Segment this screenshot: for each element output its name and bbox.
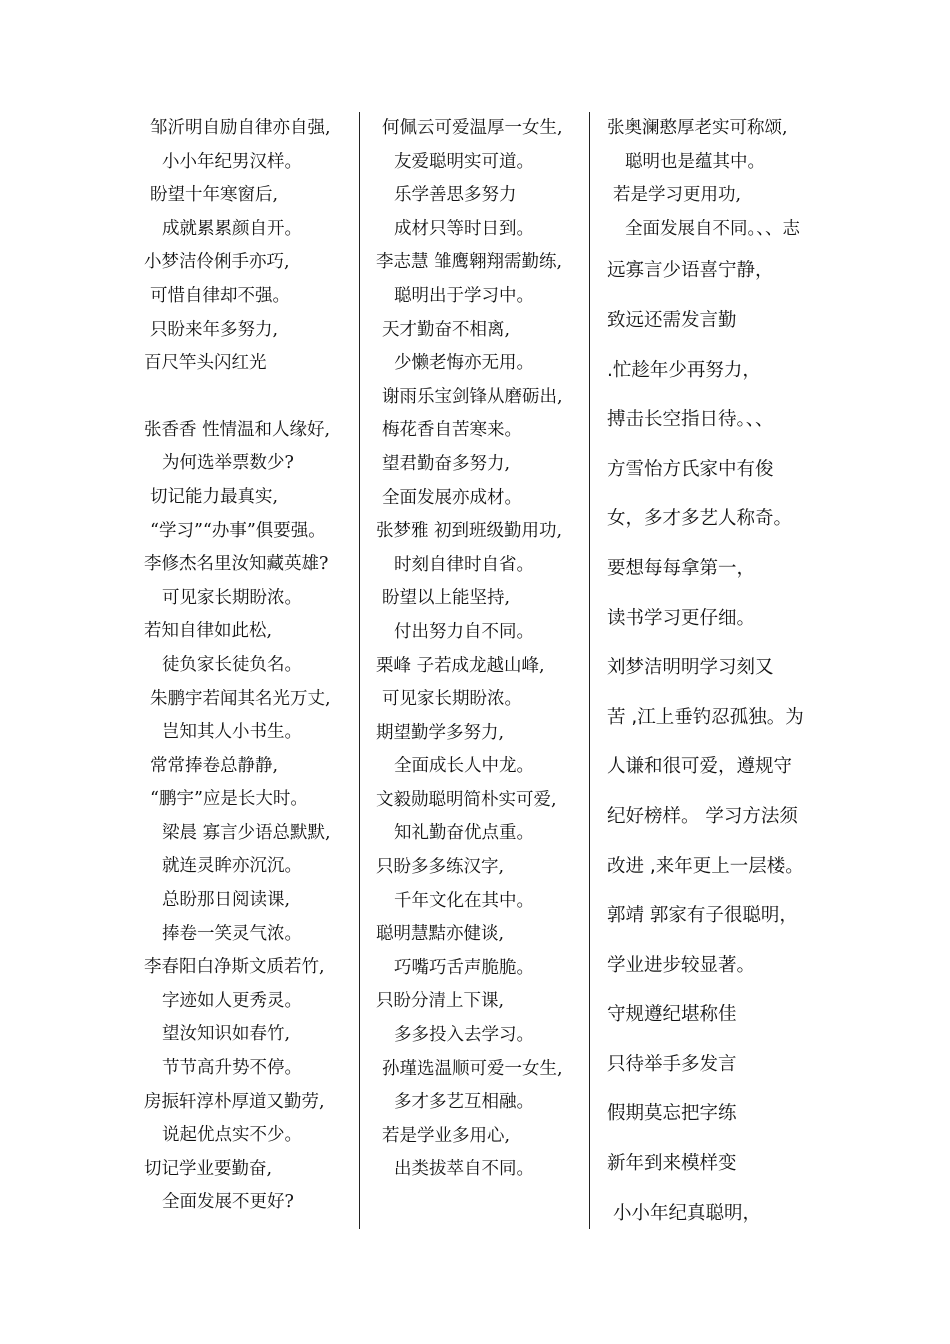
poem-line: 徒负家长徒负名。 [162, 654, 302, 675]
poem-line: 人谦和很可爱，遵规守 [607, 756, 793, 778]
poem-line: 捧卷一笑灵气浓。 [162, 923, 302, 944]
poem-line: “学习”“办事”俱要强。 [150, 520, 326, 541]
poem-line: 改进 ,来年更上一层楼。 [607, 855, 804, 877]
poem-line: 聪明也是蕴其中。 [625, 151, 765, 172]
poem-line: 全面成长人中龙。 [394, 756, 534, 777]
column-divider-right [589, 112, 590, 1229]
poem-column-1 [144, 112, 354, 1220]
poem-line: 望君勤奋多努力, [382, 453, 511, 474]
poem-line: 苦 ,江上垂钓忍孤独。为 [607, 706, 804, 728]
poem-line: 谢雨乐宝剑锋从磨砺出, [382, 386, 563, 407]
poem-line: 致远还需发言勤 [607, 309, 737, 331]
poem-line: 若是学习更用功, [613, 185, 742, 206]
poem-line: 盼望十年寒窗后, [150, 185, 279, 206]
poem-line: 出类拔萃自不同。 [394, 1159, 534, 1180]
poem-line: 全面发展自不同。、、志 [625, 218, 800, 239]
poem-line: 乐学善思多努力 [394, 185, 517, 206]
poem-line: 朱鹏宇若闻其名光万丈, [150, 688, 331, 709]
poem-line: 刘梦洁明明学习刻又 [607, 657, 774, 679]
poem-line: 字迹如人更秀灵。 [162, 990, 302, 1011]
poem-line: 千年文化在其中。 [394, 890, 534, 911]
poem-line: 学业进步较显著。 [607, 954, 756, 976]
poem-line: 梁晨 寡言少语总默默, [162, 822, 331, 843]
poem-column-3 [607, 112, 822, 1238]
poem-line: 望汝知识如春竹, [162, 1024, 291, 1045]
poem-line: 孙瑾选温顺可爱一女生, [382, 1058, 563, 1079]
poem-line: 为何选举票数少? [162, 453, 294, 474]
poem-line: 知礼勤奋优点重。 [394, 823, 534, 844]
poem-line: 小梦洁伶俐手亦巧, [144, 252, 290, 273]
stanza-gap [144, 381, 354, 414]
poem-line: 可惜自律却不强。 [150, 285, 290, 306]
poem-line: 切记学业要勤奋, [144, 1158, 273, 1179]
poem-line: 可见家长期盼浓。 [382, 689, 522, 710]
poem-line: 新年到来模样变 [607, 1153, 737, 1175]
poem-line: 只盼来年多努力, [150, 319, 279, 340]
poem-line: 远寡言少语喜宁静， [607, 260, 774, 282]
poem-line: 少懒老悔亦无用。 [394, 353, 534, 374]
poem-line: 小小年纪真聪明， [613, 1202, 762, 1224]
poem-line: 读书学习更仔细。 [607, 607, 756, 629]
poem-line: “鹏宇”应是长大时。 [150, 789, 308, 810]
poem-line: 成就累累颜自开。 [162, 218, 302, 239]
poem-line: 巧嘴巧舌声脆脆。 [394, 957, 534, 978]
poem-line: 百尺竿头闪红光 [144, 353, 267, 374]
poem-line: 要想每每拿第一， [607, 557, 756, 579]
poem-line: 岂知其人小书生。 [162, 722, 302, 743]
poem-line: 李春阳白净斯文质若竹, [144, 957, 325, 978]
poem-line: 房振轩淳朴厚道又勤劳, [144, 1091, 325, 1112]
poem-line: 郭靖 郭家有子很聪明， [607, 905, 798, 927]
poem-line: 多才多艺互相融。 [394, 1092, 534, 1113]
poem-line: 李修杰名里汝知藏英雄? [144, 554, 329, 575]
poem-line: 守规遵纪堪称佳 [607, 1004, 737, 1026]
poem-line: 切记能力最真实, [150, 486, 279, 507]
poem-line: 小小年纪男汉样。 [162, 151, 302, 172]
poem-line: 何佩云可爱温厚一女生, [382, 118, 563, 138]
poem-line: 若是学业多用心, [382, 1125, 511, 1146]
poem-line: 聪明慧黠亦健谈, [376, 924, 505, 945]
poem-line: 文毅勋聪明简朴实可爱, [376, 789, 557, 810]
poem-line: 多多投入去学习。 [394, 1025, 534, 1046]
poem-line: 时刻自律时自省。 [394, 554, 534, 575]
poem-line: 付出努力自不同。 [394, 621, 534, 642]
poem-line: 聪明出于学习中。 [394, 285, 534, 306]
poem-line: 成材只等时日到。 [394, 218, 534, 239]
poem-line: 盼望以上能坚持, [382, 588, 511, 609]
poem-line: 只盼分清上下课, [376, 991, 505, 1012]
poem-line: 就连灵眸亦沉沉。 [162, 856, 302, 877]
column-divider-left [359, 112, 360, 1229]
poem-column-2 [376, 112, 584, 1187]
poem-line: 假期莫忘把字练 [607, 1103, 737, 1125]
poem-line: 期望勤学多努力, [376, 722, 505, 743]
poem-line: 方雪怡方氏家中有俊 [607, 458, 774, 480]
poem-line: 若知自律如此松, [144, 621, 273, 642]
poem-line: 全面发展亦成材。 [382, 487, 522, 508]
poem-line: 可见家长期盼浓。 [162, 587, 302, 608]
poem-line: 张奥澜憨厚老实可称颂, [607, 118, 788, 138]
poem-line: 搏击长空指日待。、、 [607, 409, 774, 431]
poem-line: 张香香 性情温和人缘好, [144, 419, 331, 440]
poem-line: 友爱聪明实可道。 [394, 151, 534, 172]
poem-line: 栗峰 子若成龙越山峰, [376, 655, 545, 676]
poem-line: 节节高升势不停。 [162, 1058, 302, 1079]
poem-line: 说起优点实不少。 [162, 1125, 302, 1146]
poem-line: 常常捧卷总静静, [150, 755, 279, 776]
poem-line: 李志慧 雏鹰翱翔需勤练, [376, 252, 563, 273]
poem-line: 梅花香自苦寒来。 [382, 420, 522, 441]
poem-line: 天才勤奋不相离, [382, 319, 511, 340]
poem-line: 纪好榜样。 学习方法须 [607, 805, 798, 827]
poem-line: 只盼多多练汉字, [376, 857, 505, 878]
poem-line: 全面发展不更好? [162, 1192, 294, 1213]
poem-line: 邹沂明自励自律亦自强, [150, 118, 331, 138]
poem-line: 张梦雅 初到班级勤用功, [376, 521, 563, 542]
poem-line: .忙趁年少再努力， [607, 359, 761, 381]
poem-line: 总盼那日阅读课, [162, 890, 291, 911]
poem-line: 只待举手多发言 [607, 1053, 737, 1075]
poem-line: 女，多才多艺人称奇。 [607, 508, 793, 530]
